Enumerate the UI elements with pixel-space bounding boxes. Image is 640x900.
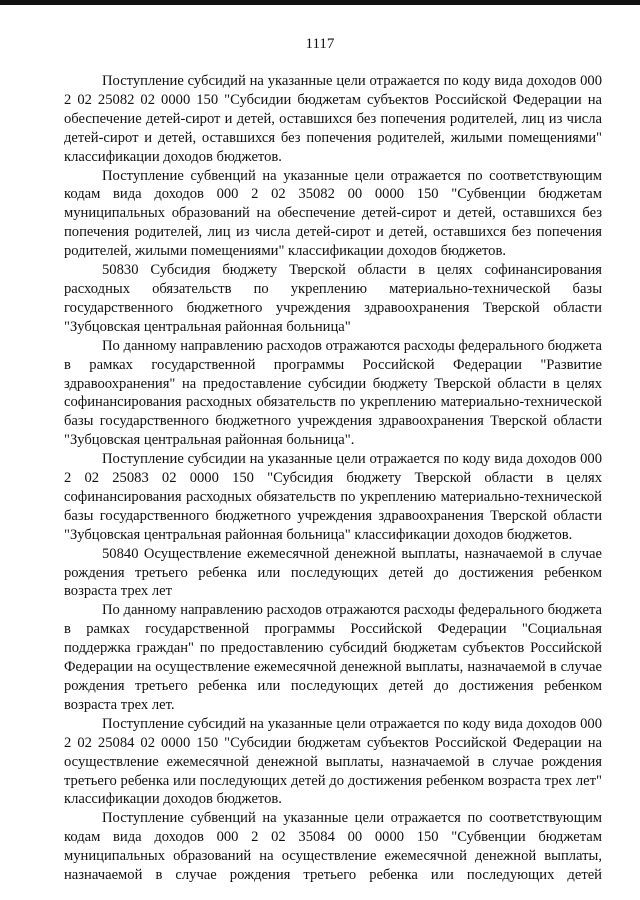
paragraph-50840-expenses: По данному направлению расходов отражаются расходы федерального бюджета в рамках государственной программы Российской Федерации "Социальная поддержка граждан" по предоставлению субсидий бюджетам субъектов Российской Федерации на осуществление ежемесячной денежной выплаты, назначаемой в случае рождения третьего ребенка или последующих детей до достижения ребенком возраста трех лет. bbox=[64, 602, 602, 713]
paragraph-subsidy-orphans-housing-income: Поступление субсидий на указанные цели отражается по коду вида доходов 000 2 02 25082 02 0000 150 "Субсидии бюджетам субъектов Российской Федерации на обеспечение детей-сирот и детей, оставшихся без попечения родителей, лиц из числа детей-сирот и детей, оставшихся без попечения родителей, жилыми помещениями" классификации доходов бюджетов. bbox=[64, 73, 602, 165]
paragraph-50840-heading: 50840 Осуществление ежемесячной денежной выплаты, назначаемой в случае рождения третьего ребенка или последующих детей до достижения ребенком возраста трех лет bbox=[64, 545, 602, 600]
paragraph-50840-subsidy-income: Поступление субсидий на указанные цели отражается по коду вида доходов 000 2 02 25084 02 0000 150 "Субсидии бюджетам субъектов Российской Федерации на осуществление ежемесячной денежной выплаты, назначаемой в случае рождения третьего ребенка или последующих детей до достижения ребенком возраста трех лет" классификации доходов бюджетов. bbox=[64, 715, 602, 808]
paragraph-50830-heading: 50830 Субсидия бюджету Тверской области в целях софинансирования расходных обязательств по укреплению материально-технической базы государственного бюджетного учреждения здравоохранения Тверской области "Зубцовская центральная районная больница" bbox=[64, 262, 602, 335]
page-top-edge bbox=[0, 0, 640, 5]
paragraph-subvention-orphans-housing-income: Поступление субвенций на указанные цели отражается по соответствующим кодам вида доходов 000 2 02 35082 00 0000 150 "Субвенции бюджетам муниципальных образований на обеспечение детей-сирот и детей, оставшихся без попечения родителей, лиц из числа детей-сирот и детей, оставшихся без попечения родителей, жилыми помещениями" классификации доходов бюджетов. bbox=[64, 167, 602, 260]
paragraph-50830-income: Поступление субсидии на указанные цели отражается по коду вида доходов 000 2 02 25083 02 0000 150 "Субсидия бюджету Тверской области в целях софинансирования расходных обязательств по укреплению материально-технической базы государственного бюджетного учреждения здравоохранения Тверской области "Зубцовская центральная районная больница" классификации доходов бюджетов. bbox=[64, 451, 602, 543]
page-number: 1117 bbox=[305, 36, 335, 52]
paragraph-50840-subvention-income: Поступление субвенций на указанные цели отражается по соответствующим кодам вида доходов 000 2 02 35084 00 0000 150 "Субвенции бюджетам муниципальных образований на осуществление ежемесячной денежной выплаты, назначаемой в случае рождения третьего ребенка или последующих детей bbox=[64, 810, 602, 884]
paragraph-50830-expenses: По данному направлению расходов отражаются расходы федерального бюджета в рамках государственной программы Российской Федерации "Развитие здравоохранения" на предоставление субсидии бюджету Тверской области в целях софинансирования расходных обязательств по укреплению материально-технической базы государственного бюджетного учреждения здравоохранения Тверской области "Зубцовская центральная районная больница". bbox=[64, 337, 602, 449]
document-body bbox=[64, 72, 602, 885]
